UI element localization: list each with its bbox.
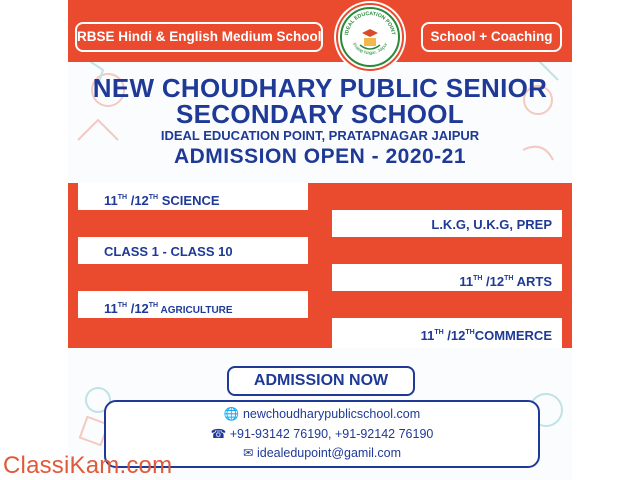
coaching-pill: School + Coaching: [421, 22, 562, 52]
website-text: newchoudharypublicschool.com: [242, 407, 421, 421]
school-name-line2: SECONDARY SCHOOL: [176, 99, 464, 129]
admission-now-button[interactable]: ADMISSION NOW: [227, 366, 415, 396]
logo-emblem-icon: [338, 5, 402, 69]
school-subtitle: IDEAL EDUCATION POINT, PRATAPNAGAR JAIPUR: [160, 128, 480, 143]
course-band-commerce: [68, 318, 572, 348]
phone-text: +91-93142 76190, +91-92142 76190: [229, 427, 434, 441]
logo-bottom-text: Pratap Nagar, Jaipur: [351, 41, 389, 56]
mail-icon: ✉: [243, 446, 254, 460]
school-name-line1: NEW CHOUDHARY PUBLIC SENIOR: [92, 73, 548, 103]
course-band-agriculture: [68, 291, 572, 321]
course-class: CLASS 1 - CLASS 10: [78, 237, 308, 267]
course-science: 11TH /12TH SCIENCE: [78, 183, 308, 213]
header-bar: [68, 0, 572, 62]
course-agriculture: 11TH /12TH AGRICULTURE: [78, 291, 308, 321]
site-watermark: ClassiKam.com: [3, 452, 173, 479]
school-logo: [336, 3, 404, 71]
medium-pill: RBSE Hindi & English Medium School: [75, 22, 323, 52]
course-band-science: [68, 183, 572, 213]
website-line[interactable]: [106, 407, 538, 422]
course-lkg: L.K.G, U.K.G, PREP: [332, 210, 562, 240]
phone-line[interactable]: [106, 426, 538, 441]
phone-icon: ☎: [210, 427, 227, 441]
poster: [68, 0, 572, 480]
logo-top-text: IDEAL EDUCATION POINT: [344, 10, 396, 36]
course-commerce: 11TH /12THCOMMERCE: [332, 318, 562, 348]
globe-icon: 🌐: [223, 407, 240, 421]
course-band-lkg: [68, 210, 572, 240]
course-arts: 11TH /12TH ARTS: [332, 264, 562, 294]
admission-heading: ADMISSION OPEN - 2020-21: [173, 145, 467, 168]
course-band-arts: [68, 264, 572, 294]
course-band-class: [68, 237, 572, 267]
email-text: idealedupoint@gamil.com: [256, 446, 401, 460]
